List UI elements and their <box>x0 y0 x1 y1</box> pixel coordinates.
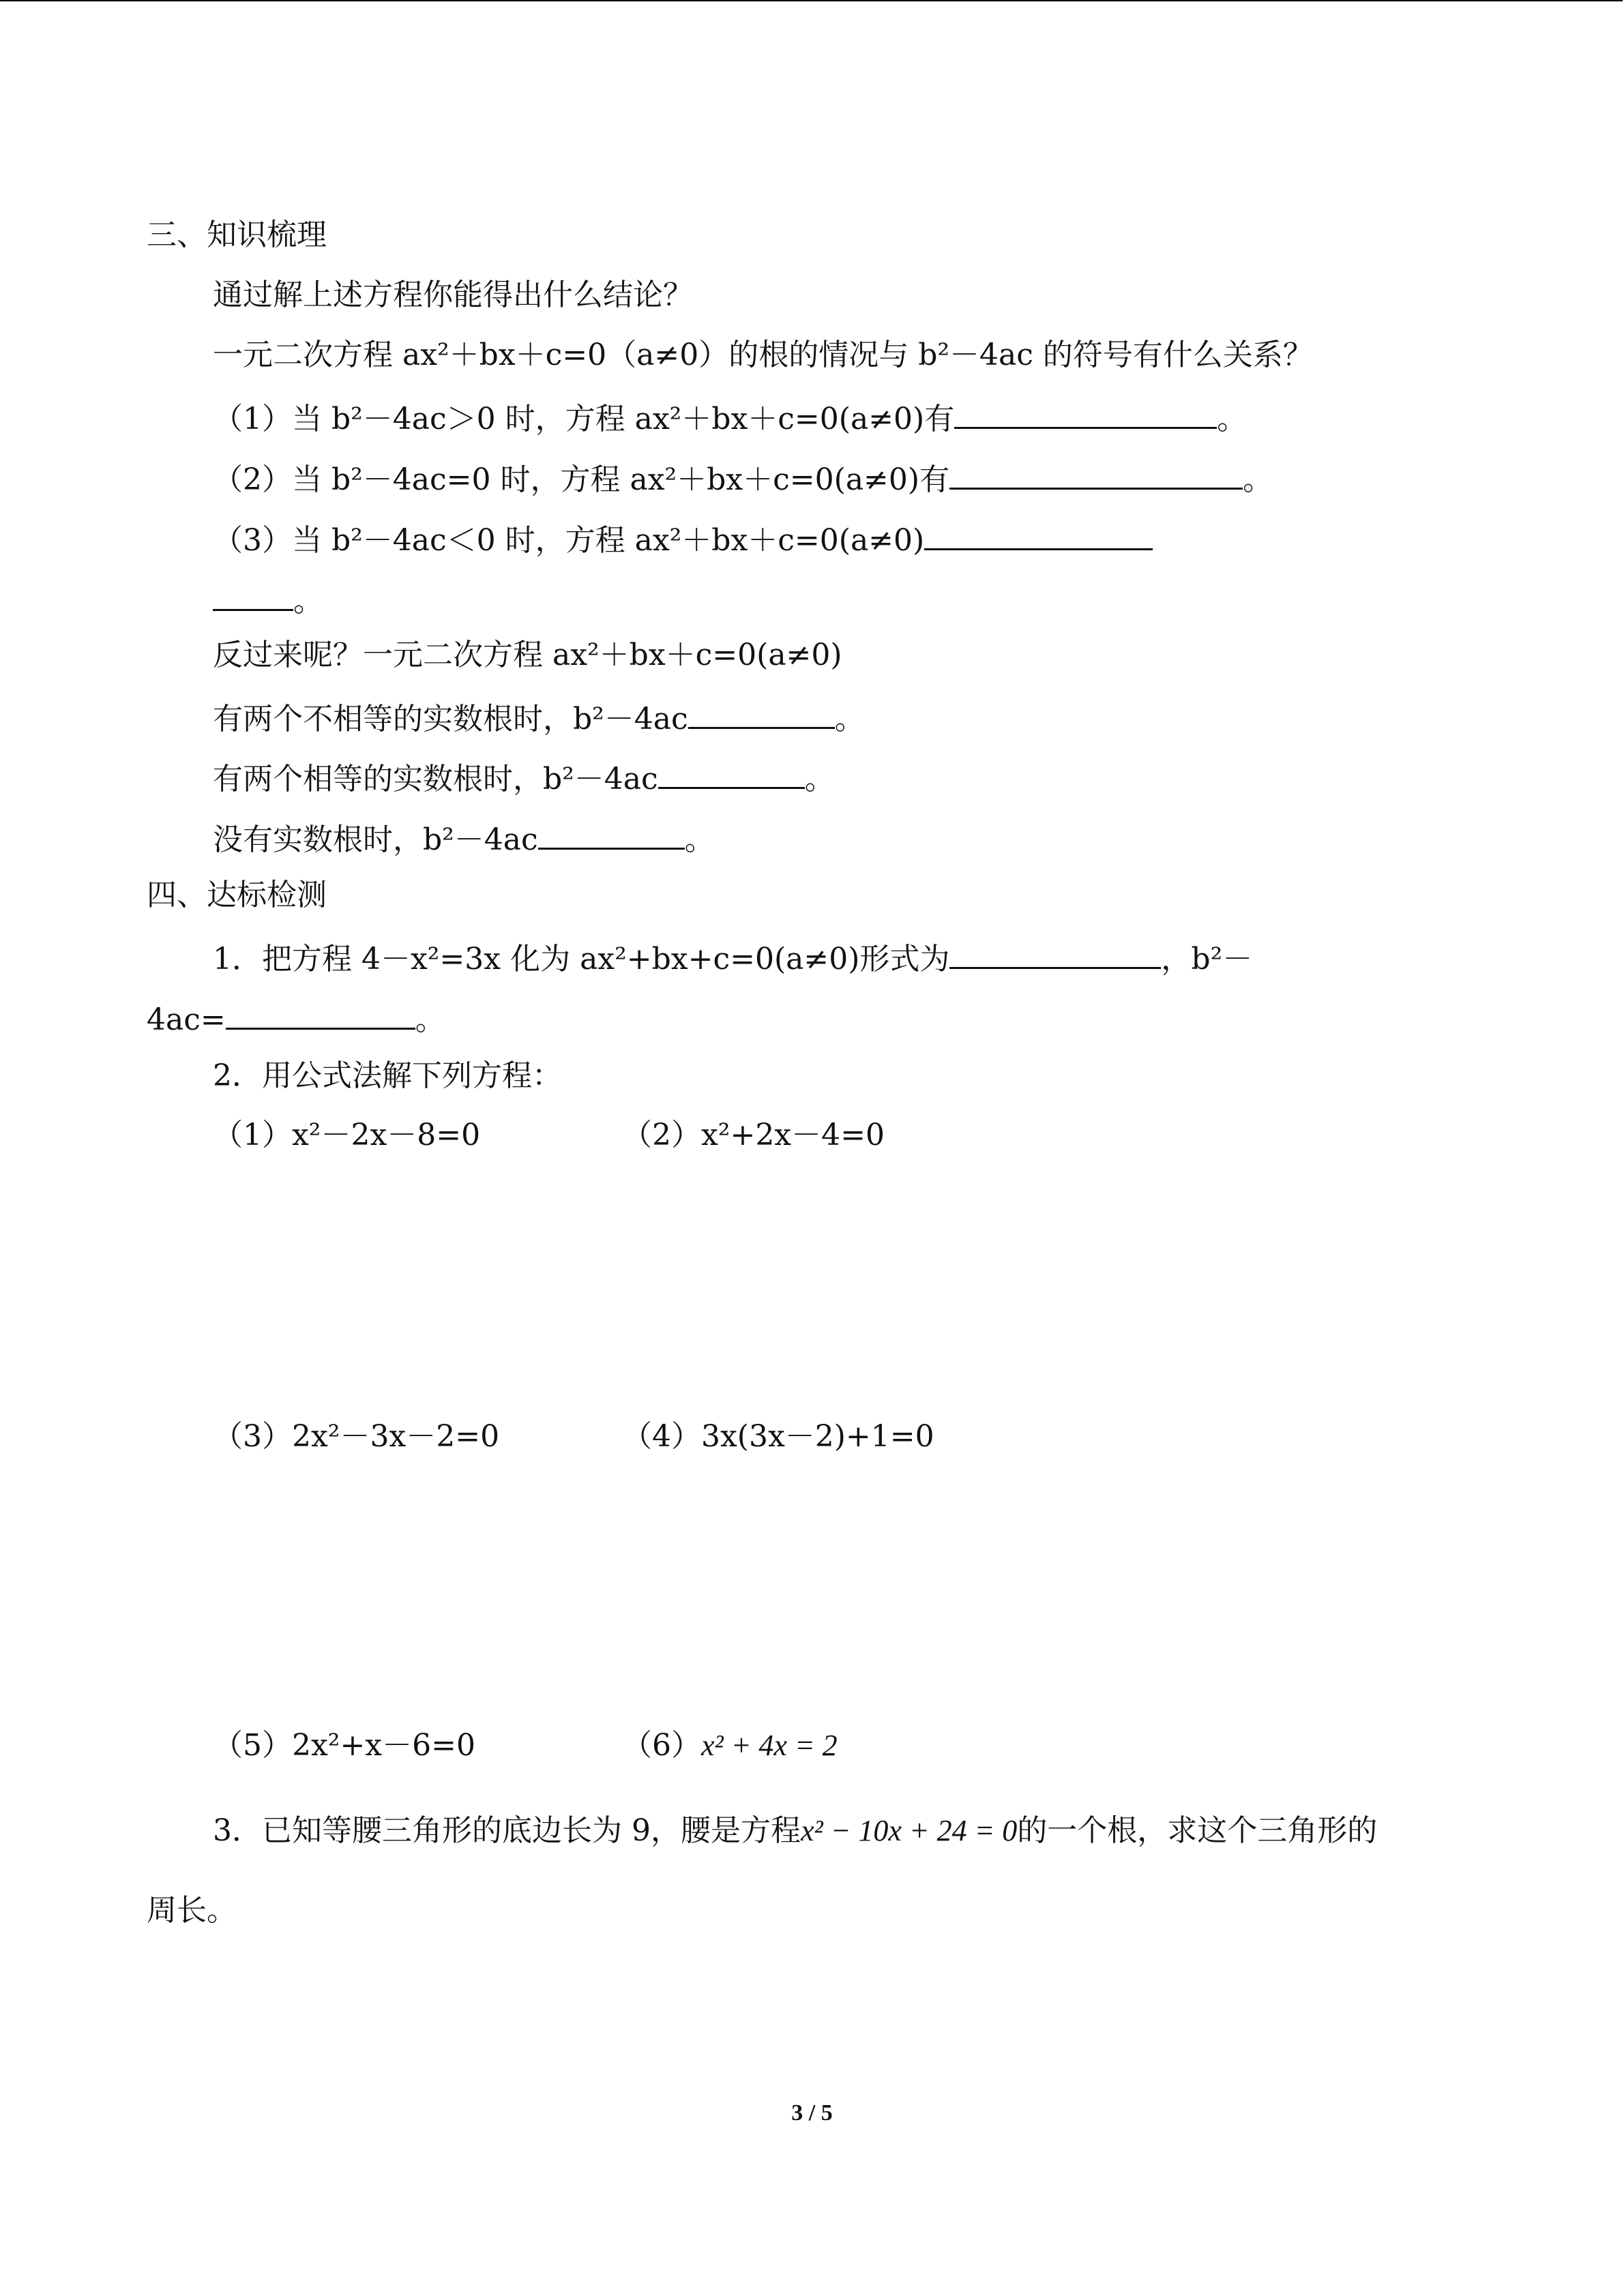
section4-title: 四、达标检测 <box>147 878 327 912</box>
case1-period: 。 <box>1217 402 1247 436</box>
q1-line <box>213 936 1252 980</box>
case1-line <box>213 396 1247 440</box>
q1-blank-form[interactable] <box>949 936 1161 969</box>
q3-line <box>213 1810 1377 1851</box>
equation-6-label: （6） <box>622 1728 701 1763</box>
q3-text-b: 的一个根，求这个三角形的 <box>1017 1813 1378 1848</box>
rev1-line <box>213 696 865 740</box>
rev2-period: 。 <box>804 762 835 796</box>
case1-text: （1）当 b²－4ac＞0 时，方程 ax²＋bx＋c=0(a≠0)有 <box>213 402 955 436</box>
page-top-border <box>0 0 1623 1</box>
rev3-text: 没有实数根时，b²－4ac <box>213 822 538 857</box>
rev3-blank[interactable] <box>538 816 685 850</box>
q1-blank-discriminant[interactable] <box>226 996 415 1030</box>
equation-1: （1）x²－2x－8=0 <box>213 1118 481 1152</box>
q3-equation: x² − 10x + 24 = 0 <box>800 1814 1018 1847</box>
case3-continuation <box>213 578 323 622</box>
case2-text: （2）当 b²－4ac=0 时，方程 ax²＋bx＋c=0(a≠0)有 <box>213 462 950 497</box>
case2-line <box>213 456 1273 501</box>
rev1-period: 。 <box>834 702 865 736</box>
case2-period: 。 <box>1243 462 1273 497</box>
rev1-blank[interactable] <box>688 696 835 729</box>
equation-5: （5）2x²+x－6=0 <box>213 1728 475 1763</box>
q1-text-a: 1．把方程 4－x²=3x 化为 ax²+bx+c=0(a≠0)形式为 <box>213 942 950 976</box>
q1-period: 。 <box>415 1002 445 1037</box>
q1-text-b: ，b²－ <box>1161 942 1253 976</box>
rev1-text: 有两个不相等的实数根时，b²－4ac <box>213 702 688 736</box>
section3-title: 三、知识梳理 <box>147 218 327 252</box>
equation-6 <box>622 1725 838 1766</box>
rev2-text: 有两个相等的实数根时，b²－4ac <box>213 762 658 796</box>
rev2-blank[interactable] <box>658 756 805 789</box>
rev2-line <box>213 756 835 800</box>
case3-blank-cont[interactable] <box>213 578 293 611</box>
case3-text: （3）当 b²－4ac＜0 时，方程 ax²＋bx＋c=0(a≠0) <box>213 523 925 558</box>
q2-prompt: 2．用公式法解下列方程： <box>213 1058 562 1093</box>
equation-6-math: x² + 4x = 2 <box>701 1729 838 1762</box>
case3-line <box>213 517 1153 561</box>
q1-text-c: 4ac= <box>147 1002 226 1037</box>
q3-line-cont: 周长。 <box>147 1893 237 1928</box>
section3-relation: 一元二次方程 ax²＋bx＋c=0（a≠0）的根的情况与 b²－4ac 的符号有什么关系？ <box>213 338 1313 372</box>
equation-2: （2）x²+2x－4=0 <box>622 1118 885 1152</box>
reverse-question: 反过来呢？一元二次方程 ax²＋bx＋c=0(a≠0) <box>213 638 842 672</box>
page-number: 3 / 5 <box>791 2100 833 2126</box>
case1-blank[interactable] <box>954 396 1217 429</box>
q3-text-a: 3．已知等腰三角形的底边长为 9，腰是方程 <box>213 1813 801 1848</box>
equation-3: （3）2x²－3x－2=0 <box>213 1419 500 1454</box>
case2-blank[interactable] <box>949 456 1243 490</box>
equation-4: （4）3x(3x－2)+1=0 <box>622 1419 934 1454</box>
case3-blank[interactable] <box>924 517 1153 550</box>
rev3-line <box>213 816 715 861</box>
case3-period: 。 <box>293 584 323 618</box>
section3-intro: 通过解上述方程你能得出什么结论？ <box>213 278 693 312</box>
q1-line-cont <box>147 996 445 1041</box>
rev3-period: 。 <box>684 822 715 857</box>
